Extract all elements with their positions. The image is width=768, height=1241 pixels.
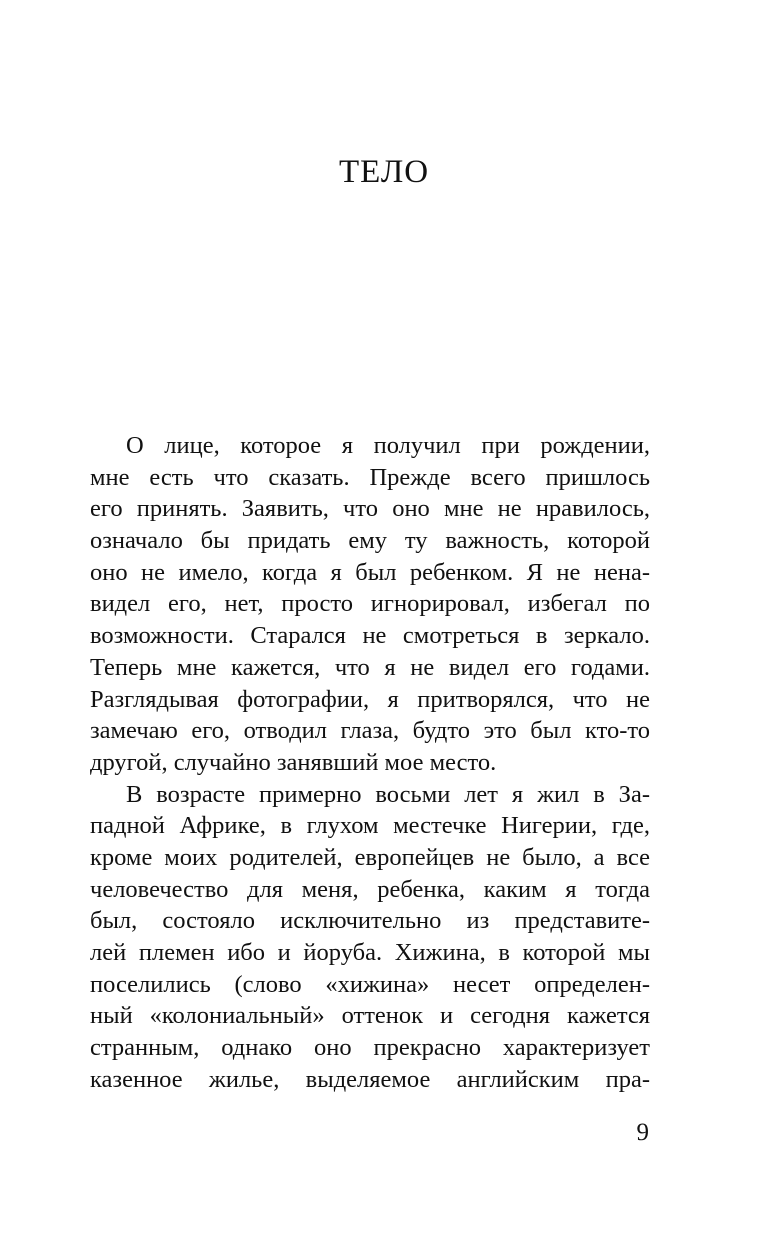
text-line: замечаю его, отводил глаза, будто это был кто-то <box>90 717 650 745</box>
text-line: В возрасте примерно восьми лет я жил в За- <box>126 780 650 808</box>
body-text <box>90 430 650 1095</box>
text-line: странным, однако оно прекрасно характеризует <box>90 1034 650 1062</box>
text-line: ный «колониальный» оттенок и сегодня кажется <box>90 1002 650 1030</box>
text-line: падной Африке, в глухом местечке Нигерии, где, <box>90 812 650 840</box>
text-line: поселились (слово «хижина» несет определен- <box>90 970 650 998</box>
text-line: кроме моих родителей, европейцев не было, а все <box>90 843 650 871</box>
paragraph-1 <box>90 430 650 779</box>
text-line: лей племен ибо и йоруба. Хижина, в которой мы <box>90 939 650 966</box>
text-line: был, состояло исключительно из представите- <box>90 907 650 935</box>
text-line: Теперь мне кажется, что я не видел его годами. <box>90 653 650 681</box>
text-line: возможности. Старался не смотреться в зеркало. <box>90 622 650 650</box>
paragraph-2 <box>90 779 650 1096</box>
text-line: О лице, которое я получил при рождении, <box>126 432 650 459</box>
text-line: видел его, нет, просто игнорировал, избегал по <box>90 590 650 618</box>
text-line: человечество для меня, ребенка, каким я тогда <box>90 875 650 903</box>
chapter-title: ТЕЛО <box>338 154 430 190</box>
text-line: казенное жилье, выделяемое английским пра- <box>90 1065 650 1093</box>
text-line: означало бы придать ему ту важность, которой <box>90 527 650 555</box>
text-line: мне есть что сказать. Прежде всего пришлось <box>90 463 650 491</box>
text-line: другой, случайно занявший мое место. <box>90 748 497 776</box>
text-line: оно не имело, когда я был ребенком. Я не нена- <box>90 558 650 586</box>
text-line: Разглядывая фотографии, я притворялся, что не <box>90 685 650 713</box>
page-number: 9 <box>636 1119 649 1146</box>
text-line: его принять. Заявить, что оно мне не нравилось, <box>90 495 650 523</box>
